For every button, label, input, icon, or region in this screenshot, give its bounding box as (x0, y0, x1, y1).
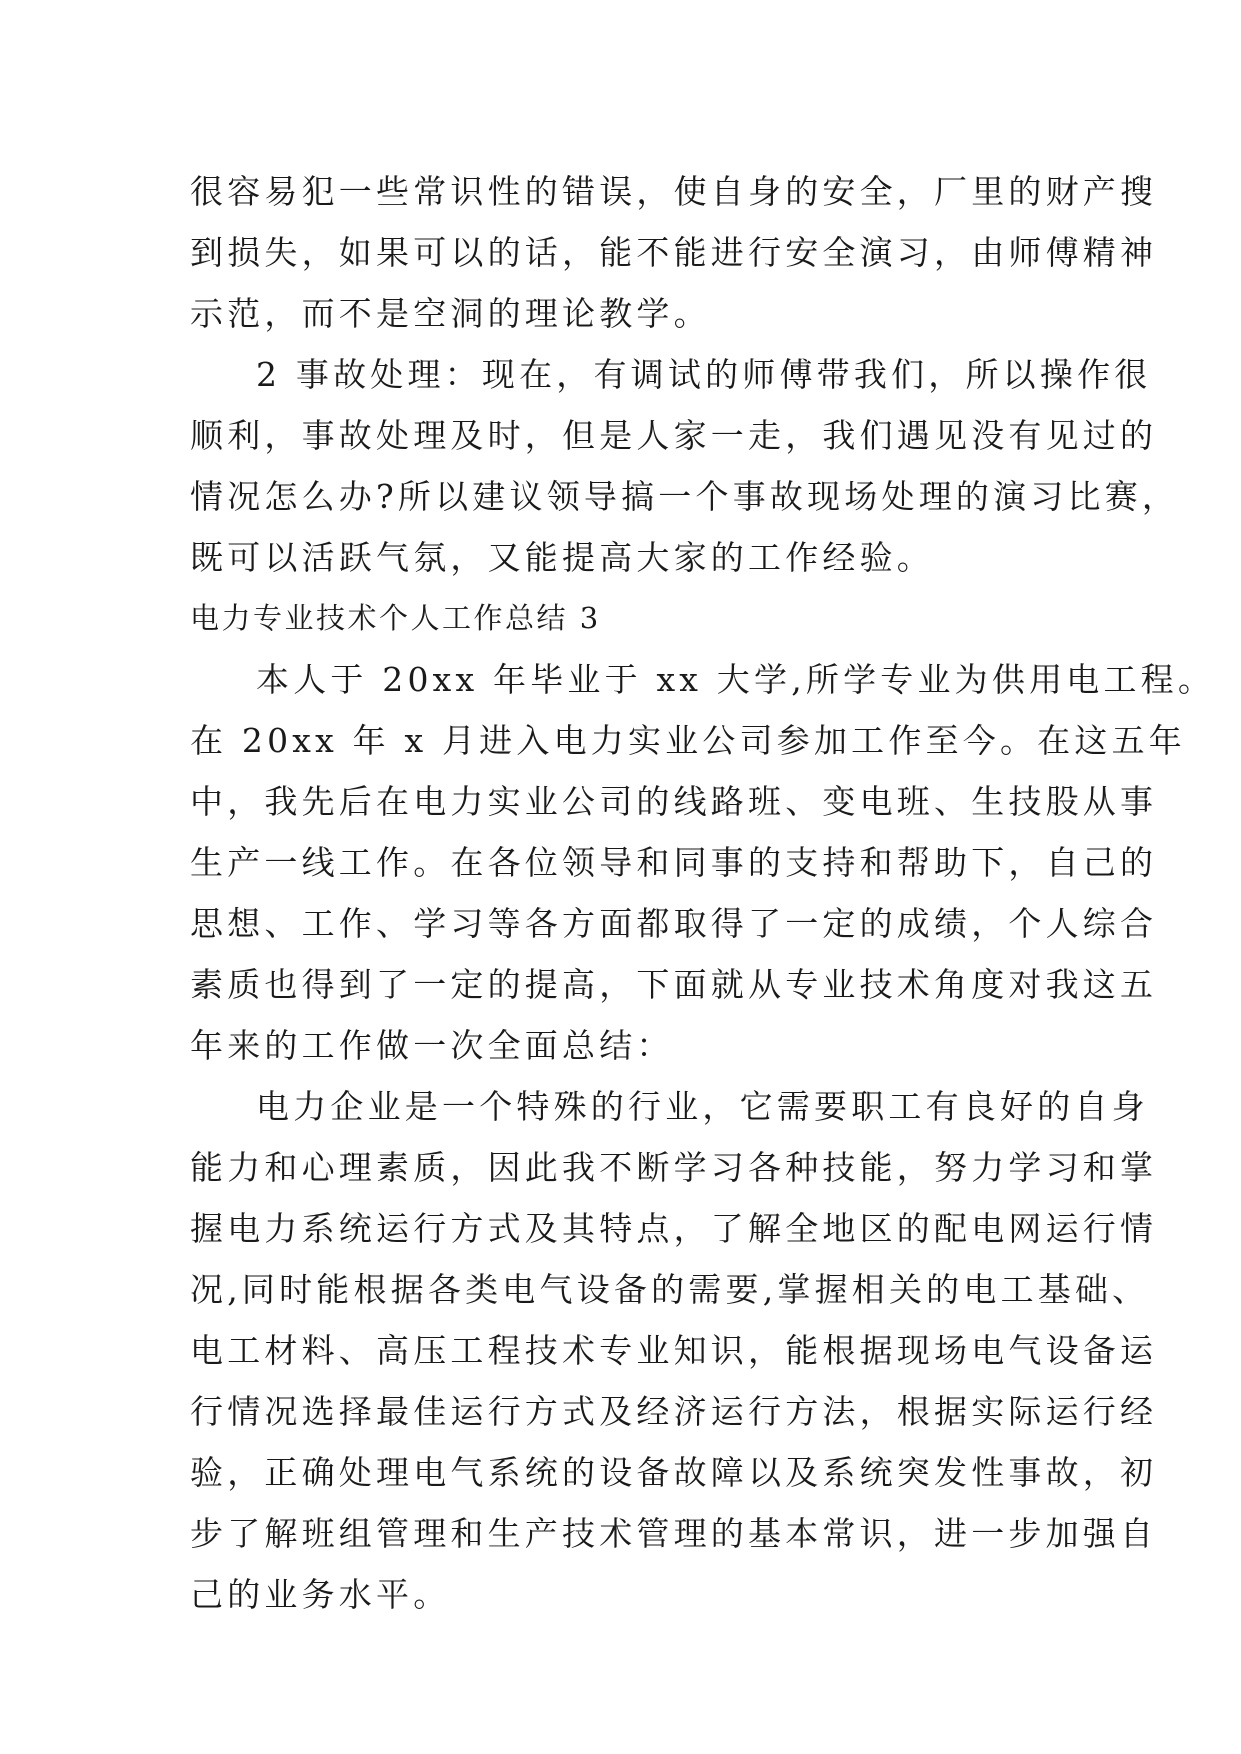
text-line: 素质也得到了一定的提高，下面就从专业技术角度对我这五 (190, 965, 1158, 1004)
text-line: 本人于 20xx 年毕业于 xx 大学,所学专业为供用电工程。 (256, 660, 1216, 699)
paragraph-introduction (190, 649, 1216, 1076)
text-line: 握电力系统运行方式及其特点，了解全地区的配电网运行情 (190, 1209, 1158, 1248)
text-line: 年来的工作做一次全面总结： (190, 1026, 674, 1065)
section-heading: 电力专业技术个人工作总结 3 (190, 601, 601, 635)
text-line: 能力和心理素质，因此我不断学习各种技能，努力学习和掌 (190, 1148, 1158, 1187)
text-line: 验，正确处理电气系统的设备故障以及系统突发性事故，初 (190, 1453, 1158, 1492)
paragraph-safety-drill (190, 161, 1158, 344)
text-line: 电力企业是一个特殊的行业，它需要职工有良好的自身 (256, 1087, 1149, 1126)
text-line: 思想、工作、学习等各方面都取得了一定的成绩，个人综合 (190, 904, 1158, 943)
text-line: 情况怎么办?所以建议领导搞一个事故现场处理的演习比赛， (190, 477, 1180, 516)
text-line: 行情况选择最佳运行方式及经济运行方法，根据实际运行经 (190, 1392, 1158, 1431)
paragraph-skills (190, 1076, 1158, 1625)
text-line: 电工材料、高压工程技术专业知识，能根据现场电气设备运 (190, 1331, 1158, 1370)
text-line: 步了解班组管理和生产技术管理的基本常识，进一步加强自 (190, 1514, 1158, 1553)
text-line: 生产一线工作。在各位领导和同事的支持和帮助下，自己的 (190, 843, 1158, 882)
text-line: 己的业务水平。 (190, 1575, 451, 1614)
text-line: 2 事故处理：现在，有调试的师傅带我们，所以操作很 (256, 355, 1152, 394)
document-body (190, 161, 1216, 1625)
text-line: 况,同时能根据各类电气设备的需要,掌握相关的电工基础、 (190, 1270, 1150, 1309)
text-line: 示范，而不是空洞的理论教学。 (190, 294, 711, 333)
text-line: 既可以活跃气氛，又能提高大家的工作经验。 (190, 538, 934, 577)
text-line: 到损失，如果可以的话，能不能进行安全演习，由师傅精神 (190, 233, 1158, 272)
text-line: 很容易犯一些常识性的错误，使自身的安全，厂里的财产搜 (190, 172, 1158, 211)
text-line: 顺利，事故处理及时，但是人家一走，我们遇见没有见过的 (190, 416, 1158, 455)
text-line: 中，我先后在电力实业公司的线路班、变电班、生技股从事 (190, 782, 1158, 821)
paragraph-accident-handling (190, 344, 1180, 588)
text-line: 在 20xx 年 x 月进入电力实业公司参加工作至今。在这五年 (190, 721, 1186, 760)
